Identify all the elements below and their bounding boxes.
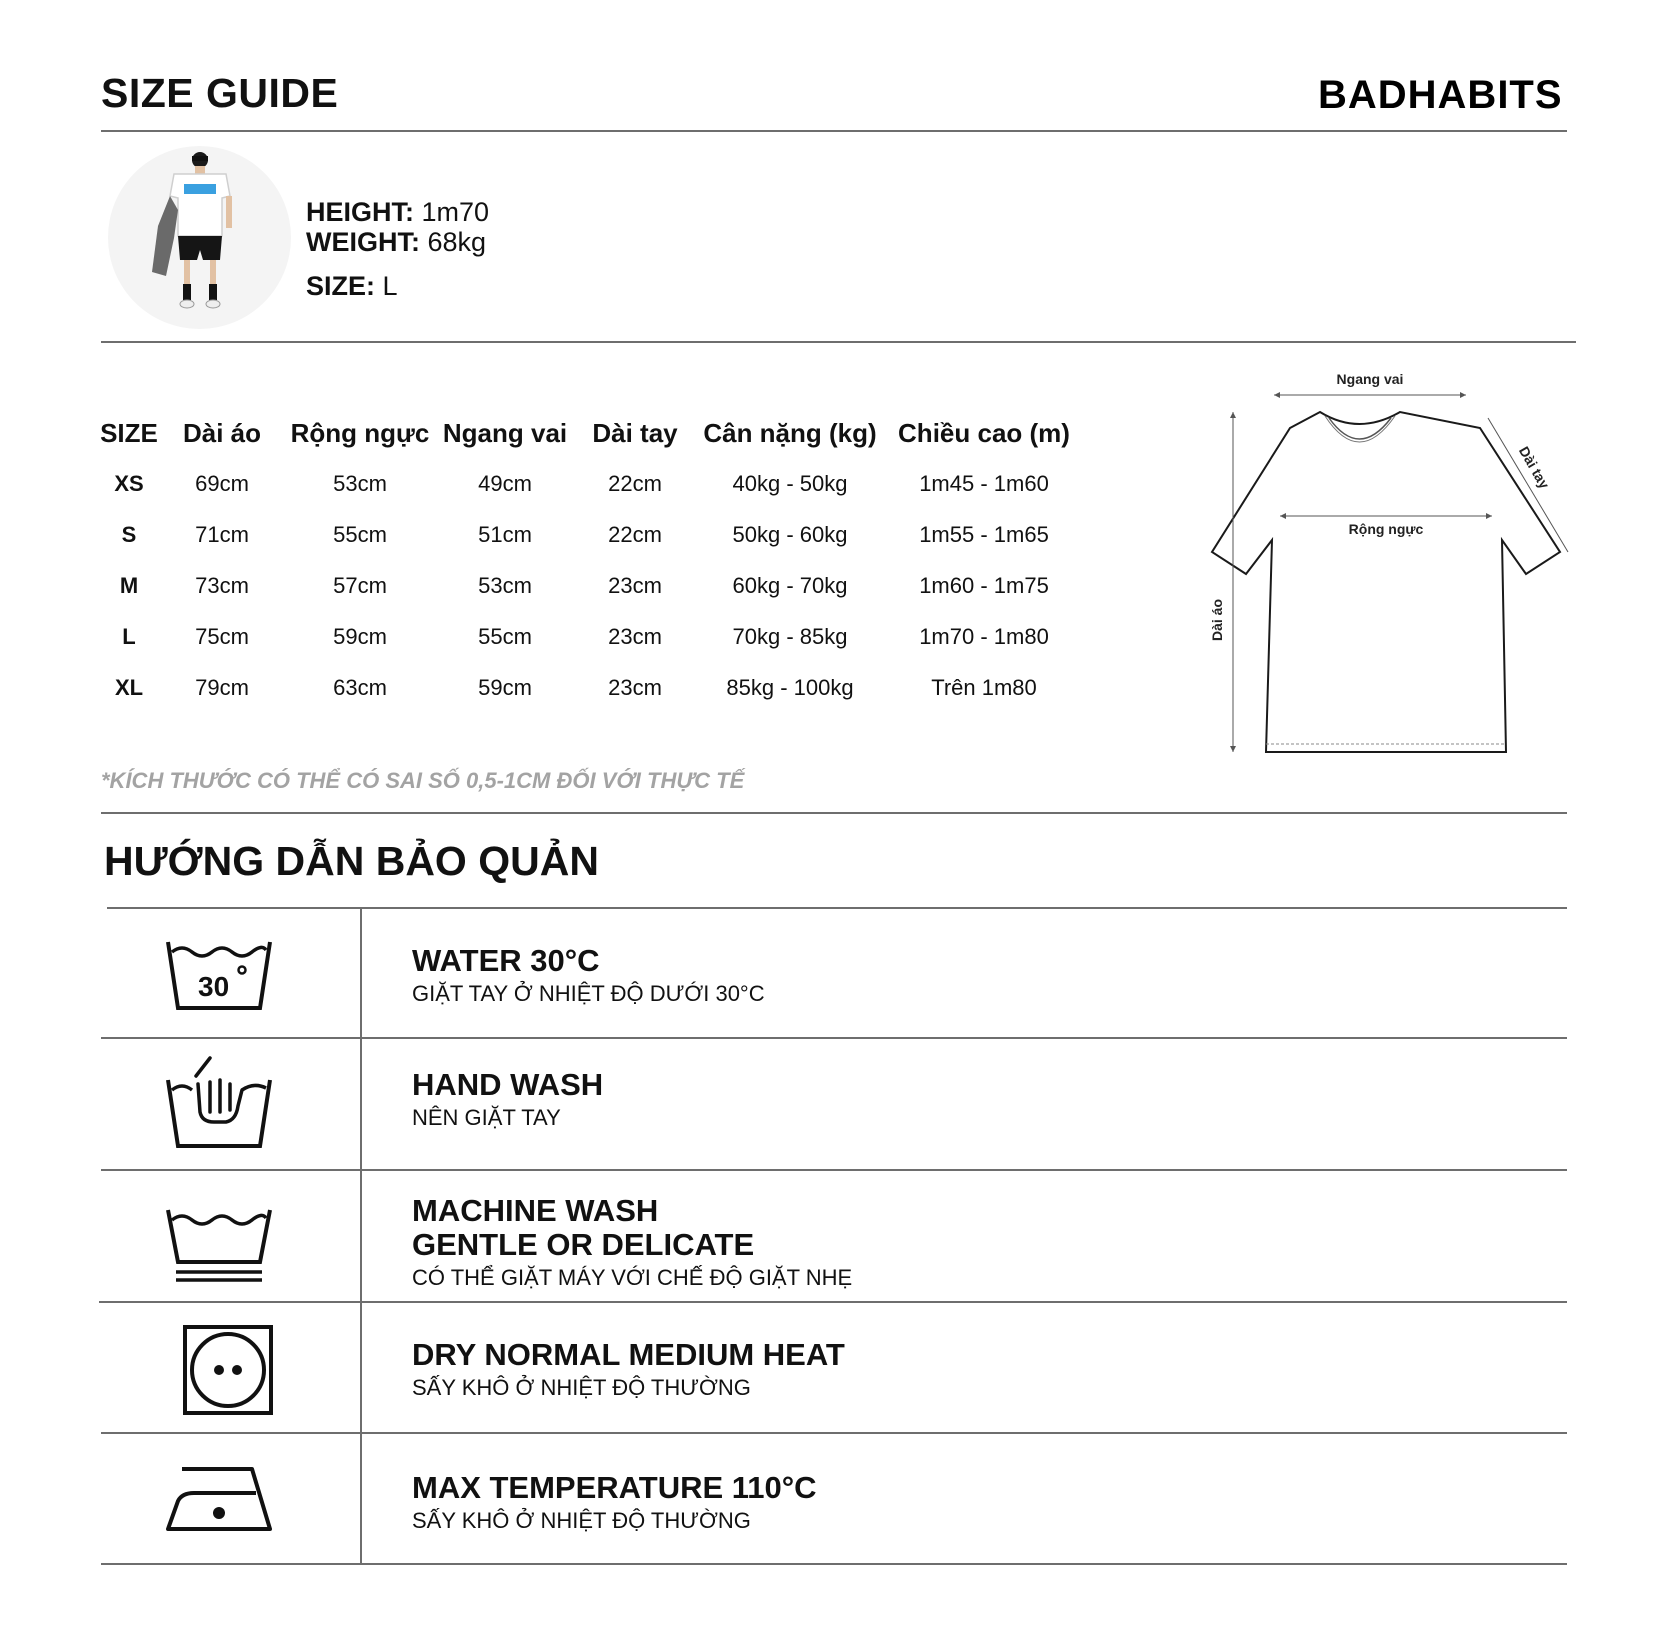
table-row <box>100 560 1082 611</box>
iron-low-icon <box>164 1465 274 1535</box>
care-item-text <box>412 1068 603 1132</box>
table-cell: 23cm <box>608 572 662 598</box>
care-item-text <box>412 1338 845 1402</box>
table-cell: 59cm <box>478 674 532 700</box>
diagram-label-shoulder: Ngang vai <box>1336 371 1404 387</box>
table-cell: 57cm <box>333 572 387 598</box>
tumble-dry-medium-icon <box>182 1324 274 1416</box>
care-item-title: HAND WASH <box>412 1067 604 1102</box>
model-weight-value: 68kg <box>427 227 487 257</box>
care-item-title: MACHINE WASH <box>412 1193 659 1228</box>
table-cell: 1m70 - 1m80 <box>919 623 1049 649</box>
table-cell: 1m60 - 1m75 <box>919 572 1049 598</box>
table-cell: 59cm <box>333 623 387 649</box>
table-cell: 75cm <box>195 623 249 649</box>
size-table <box>100 408 1082 713</box>
size-disclaimer-note: *KÍCH THƯỚC CÓ THỂ CÓ SAI SỐ 0,5-1CM ĐỐI VỚI THỰC TẾ <box>101 768 745 793</box>
care-item-title-line2: GENTLE OR DELICATE <box>412 1227 755 1262</box>
care-item-subtitle: NÊN GIẶT TAY <box>412 1105 561 1130</box>
table-cell: 23cm <box>608 623 662 649</box>
care-guide-title: HƯỚNG DẪN BẢO QUẢN <box>104 838 599 884</box>
size-cell: XS <box>114 470 144 496</box>
model-photo <box>108 146 291 329</box>
table-cell: 40kg - 50kg <box>732 470 848 496</box>
tshirt-measurement-diagram <box>1190 362 1570 762</box>
care-item-title: DRY NORMAL MEDIUM HEAT <box>412 1337 845 1372</box>
care-item-hand-wash <box>100 1038 1570 1170</box>
page-title: SIZE GUIDE <box>101 70 339 116</box>
model-size-value: L <box>382 271 398 301</box>
table-cell: 63cm <box>333 674 387 700</box>
model-weight-label: WEIGHT: <box>306 227 420 257</box>
table-cell: 79cm <box>195 674 249 700</box>
wash-30-icon <box>164 938 274 1012</box>
brand-logo-text: BADHABITS <box>1318 74 1563 114</box>
table-cell: 22cm <box>608 470 662 496</box>
care-item-iron <box>100 1433 1570 1564</box>
care-item-subtitle: GIẶT TAY Ở NHIỆT ĐỘ DƯỚI 30°C <box>412 981 765 1006</box>
column-header: Dài áo <box>182 417 262 448</box>
model-size <box>306 270 398 302</box>
table-cell: Trên 1m80 <box>931 674 1037 700</box>
care-item-subtitle: SẤY KHÔ Ở NHIỆT ĐỘ THƯỜNG <box>412 1375 751 1400</box>
table-row <box>100 662 1082 713</box>
table-cell: 60kg - 70kg <box>732 572 848 598</box>
table-cell: 1m55 - 1m65 <box>919 521 1049 547</box>
table-cell: 69cm <box>195 470 249 496</box>
model-height-label: HEIGHT: <box>306 197 414 227</box>
table-cell: 53cm <box>333 470 387 496</box>
column-header: SIZE <box>100 417 158 448</box>
model-figure-icon <box>108 146 291 329</box>
machine-wash-gentle-icon <box>164 1206 274 1284</box>
care-item-machine-wash <box>100 1170 1570 1302</box>
size-cell: M <box>119 572 139 598</box>
table-cell: 23cm <box>608 674 662 700</box>
table-cell: 71cm <box>195 521 249 547</box>
care-item-subtitle: SẤY KHÔ Ở NHIỆT ĐỘ THƯỜNG <box>412 1508 751 1533</box>
size-cell: S <box>121 521 137 547</box>
column-header: Rộng ngực <box>290 417 430 448</box>
model-height <box>306 196 489 228</box>
model-divider <box>101 341 1576 343</box>
table-cell: 22cm <box>608 521 662 547</box>
diagram-label-length: Dài áo <box>1209 598 1225 642</box>
table-cell: 49cm <box>478 470 532 496</box>
model-height-value: 1m70 <box>421 197 490 227</box>
table-row <box>100 509 1082 560</box>
care-item-subtitle: CÓ THỂ GIẶT MÁY VỚI CHẾ ĐỘ GIẶT NHẸ <box>412 1265 853 1290</box>
care-item-text <box>412 1194 852 1292</box>
table-cell: 55cm <box>333 521 387 547</box>
column-header: Chiều cao (m) <box>898 417 1070 448</box>
care-item-title: MAX TEMPERATURE 110°C <box>412 1470 817 1505</box>
table-cell: 55cm <box>478 623 532 649</box>
table-cell: 53cm <box>478 572 532 598</box>
care-item-title: WATER 30°C <box>412 943 600 978</box>
note-divider <box>101 812 1567 814</box>
model-weight <box>306 226 486 258</box>
model-size-label: SIZE: <box>306 271 376 301</box>
size-table-header <box>100 408 1082 458</box>
table-cell: 73cm <box>195 572 249 598</box>
care-item-text <box>412 944 765 1008</box>
column-header: Cân nặng (kg) <box>703 417 877 448</box>
care-item-text <box>412 1471 817 1535</box>
size-cell: XL <box>114 674 144 700</box>
hand-wash-icon <box>164 1054 274 1150</box>
size-cell: L <box>122 623 136 649</box>
table-cell: 51cm <box>478 521 532 547</box>
column-header: Ngang vai <box>442 417 568 448</box>
table-cell: 70kg - 85kg <box>732 623 848 649</box>
diagram-label-sleeve: Dài tay <box>1515 443 1553 492</box>
table-cell: 50kg - 60kg <box>732 521 848 547</box>
brand-logo-mark <box>1318 74 1580 114</box>
care-item-water-30 <box>100 908 1570 1038</box>
care-item-dry-normal <box>100 1302 1570 1433</box>
table-cell: 1m45 - 1m60 <box>919 470 1049 496</box>
table-cell: 85kg - 100kg <box>726 674 854 700</box>
table-row <box>100 458 1082 509</box>
diagram-label-chest: Rộng ngực <box>1348 521 1424 537</box>
brand-logo <box>1318 74 1580 119</box>
wash-temperature-text: 30 <box>198 971 230 1002</box>
table-row <box>100 611 1082 662</box>
header-divider <box>101 130 1567 132</box>
column-header: Dài tay <box>592 417 678 448</box>
